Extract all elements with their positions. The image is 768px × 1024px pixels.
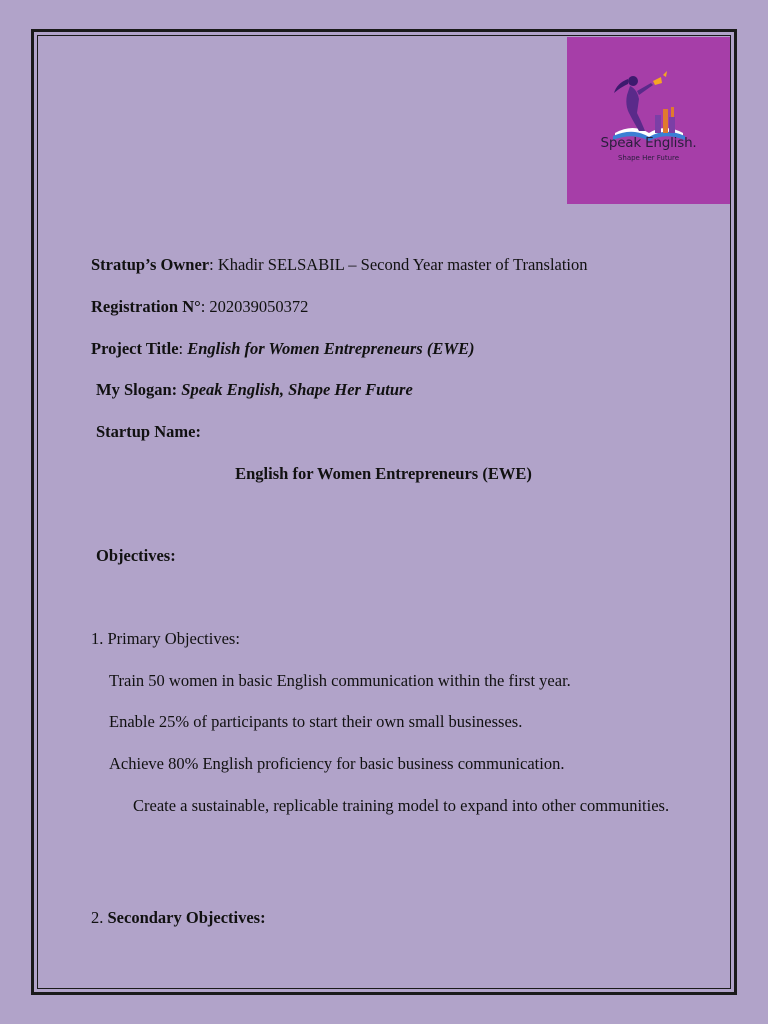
owner-label: Stratup’s Owner	[91, 255, 210, 274]
logo-subtitle: Shape Her Future	[617, 154, 680, 162]
project-title-line	[91, 339, 475, 359]
slogan-label: My Slogan:	[96, 380, 178, 399]
registration-label: Registration N°	[91, 297, 201, 316]
primary-objective-item: Train 50 women in basic English communication within the first year.	[109, 671, 571, 690]
secondary-objectives-heading: Secondary Objectives:	[107, 908, 266, 927]
registration-value: : 202039050372	[200, 297, 309, 316]
registration-line	[91, 297, 308, 317]
slogan-value: Speak English, Shape Her Future	[181, 380, 413, 399]
startup-name-label: Startup Name:	[96, 422, 201, 441]
objectives-heading: Objectives:	[96, 546, 176, 565]
secondary-number: 2.	[91, 908, 108, 927]
project-value: English for Women Entrepreneurs (EWE)	[187, 339, 475, 358]
startup-name-value: English for Women Entrepreneurs (EWE)	[235, 464, 532, 483]
owner-line	[91, 255, 588, 275]
primary-objective-item: Enable 25% of participants to start their own small businesses.	[109, 712, 523, 731]
logo-title: Speak English.	[600, 135, 697, 151]
secondary-objectives-line	[91, 908, 266, 928]
primary-objective-item: Create a sustainable, replicable training model to expand into other communities.	[133, 796, 670, 815]
project-sep: :	[178, 339, 188, 358]
slogan-line	[96, 380, 413, 400]
speak-english-logo	[567, 37, 730, 204]
primary-objectives-heading: 1. Primary Objectives:	[91, 629, 240, 648]
woman-book-logo-icon	[567, 37, 730, 204]
owner-value: : Khadir SELSABIL – Second Year master of Translation	[209, 255, 588, 274]
primary-objective-item: Achieve 80% English proficiency for basic business communication.	[109, 754, 565, 773]
project-label: Project Title	[91, 339, 179, 358]
